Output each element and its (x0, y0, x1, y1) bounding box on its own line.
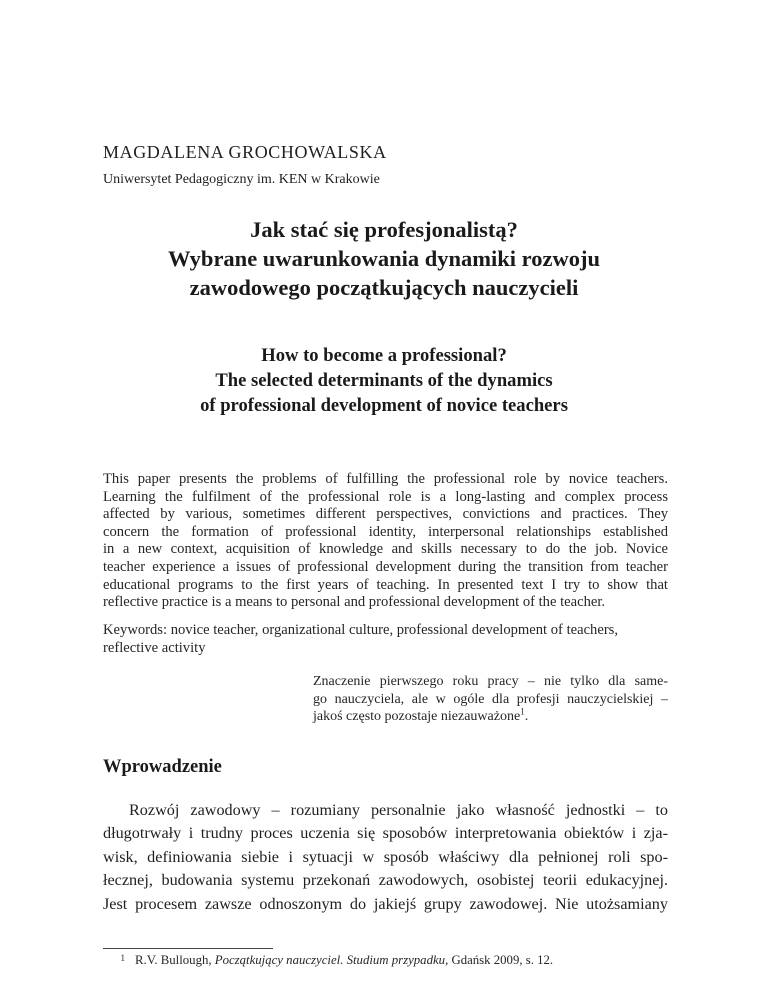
body-line: wisk, definiowania siebie i sytuacji w sposób właściwy dla pełnionej roli spo- (103, 847, 668, 866)
footnote-divider (103, 948, 273, 949)
title-polish-line: zawodowego początkujących nauczycieli (189, 275, 579, 300)
body-line: długotrwały i trudny proces uczenia się sposobów interpretowania obiektów i zja- (103, 824, 668, 843)
footnote (103, 953, 668, 968)
body-paragraph (103, 799, 668, 916)
abstract-line: affected by various, sometimes different perspectives, convictions and practices. They (103, 506, 668, 523)
abstract-line: This paper presents the problems of fulfilling the professional role by novice teachers. (103, 471, 668, 487)
section-heading: Wprowadzenie (103, 757, 222, 777)
footnote-details: , Gdańsk 2009, s. 12. (445, 953, 554, 967)
title-english-line: of professional development of novice teachers (200, 395, 568, 416)
author-affiliation: Uniwersytet Pedagogiczny im. KEN w Krakowie (103, 172, 380, 187)
abstract-line: in a new context, acquisition of knowledge and skills necessary to do the job. Novice (103, 541, 668, 558)
body-line: Jest procesem zawsze odnoszonym do jakiejś grupy zawodowej. Nie utożsamiany (103, 894, 668, 913)
author-name: MAGDALENA GROCHOWALSKA (103, 142, 387, 162)
title-english-line: The selected determinants of the dynamics (215, 370, 553, 391)
footnote-title: Początkujący nauczyciel. Studium przypadku (214, 953, 446, 967)
motto-line: jakoś często pozostaje niezauważone (313, 709, 521, 725)
abstract (103, 471, 668, 612)
footnote-number: 1 (120, 953, 125, 963)
abstract-line: reflective practice is a means to personal and professional development of the teacher. (103, 594, 606, 611)
footnote-reference[interactable]: 1 (520, 706, 525, 717)
keywords-list: : novice teacher, organizational culture, professional development of teachers, (163, 622, 619, 638)
abstract-line: teacher experience a issues of professional development during the transition from teacher (103, 558, 668, 575)
title-polish-line: Wybrane uwarunkowania dynamiki rozwoju (168, 246, 600, 271)
title-polish (80, 215, 688, 302)
keywords-list-continued: reflective activity (103, 639, 206, 656)
motto-quote (313, 673, 668, 726)
motto-line: go nauczyciela, ale w ogóle dla profesji nauczycielskiej – (313, 691, 668, 707)
body-line: łecznej, budowania systemu przekonań zawodowych, osobistej teorii edukacyjnej. (103, 871, 668, 890)
title-english-line: How to become a professional? (261, 345, 507, 366)
abstract-line: educational programs to the first years of teaching. In presented text I try to show that (103, 576, 668, 593)
abstract-line: Learning the fulfilment of the professional role is a long-lasting and complex process (103, 488, 668, 505)
title-english (80, 343, 688, 418)
motto-line: Znaczenie pierwszego roku pracy – nie tylko dla same- (313, 674, 668, 689)
body-line: Rozwój zawodowy – rozumiany personalnie jako własność jednostki – to (129, 801, 668, 819)
keywords (103, 622, 668, 657)
abstract-line: concern the formation of professional identity, interpersonal relationships established (103, 523, 668, 540)
footnote-author: R.V. Bullough, (135, 953, 215, 967)
title-polish-line: Jak stać się profesjonalistą? (250, 217, 518, 242)
motto-end: . (524, 709, 529, 725)
keywords-label: Keywords (103, 622, 163, 638)
